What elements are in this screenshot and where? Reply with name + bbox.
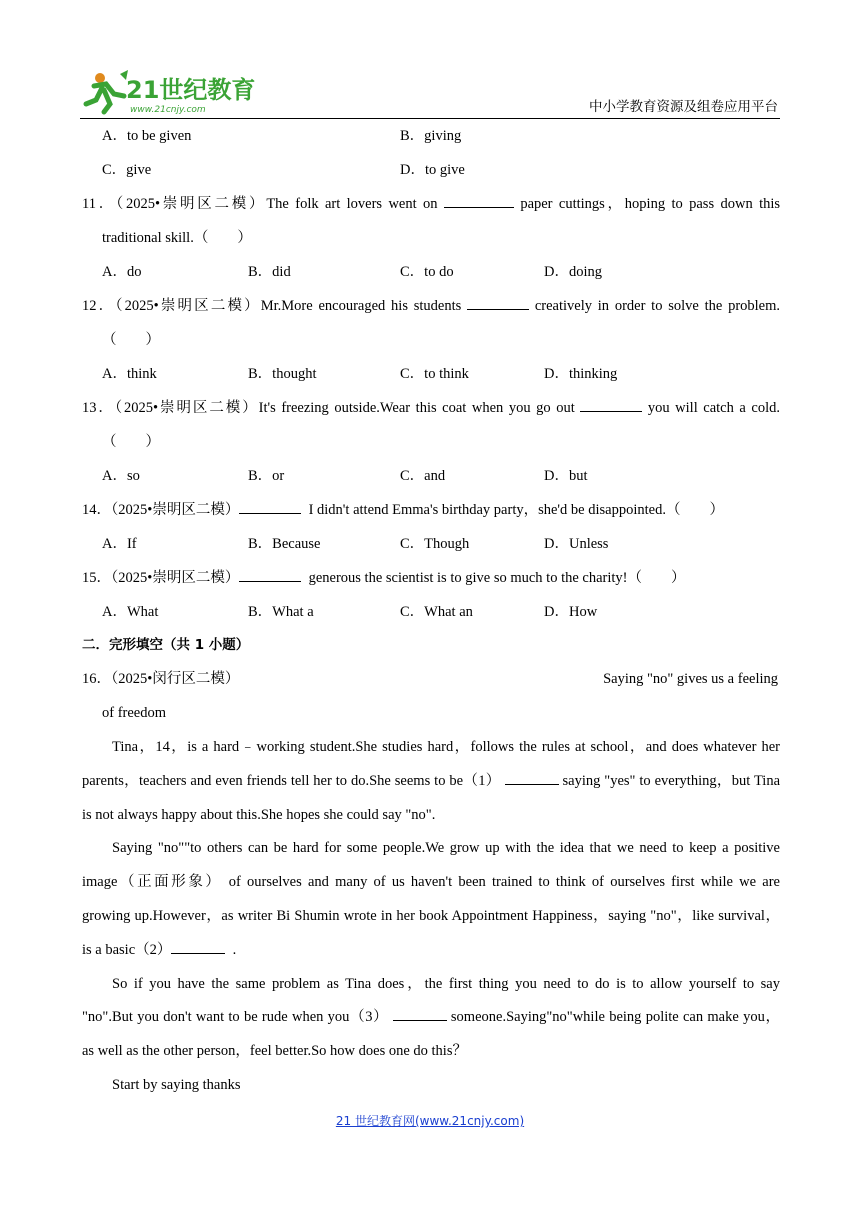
q13-option-a: A．so [102, 468, 140, 484]
passage-p3-line2-post: someone.Saying"no"while being polite can make you， [450, 1009, 781, 1025]
q14-stem-post: I didn't attend Emma's birthday party，she'd be disappointed.（ ） [308, 502, 724, 518]
q14-option-c: C．Though [400, 536, 470, 552]
q13-stem-pre: 13．（2025•崇明区二模）It's freezing outside.Wear this coat when you go out [82, 400, 575, 416]
q13-stem-line2: （ ） [102, 434, 160, 450]
passage-p2-line4-pre: is a basic（2） [82, 942, 172, 958]
q14-option-b: B．Because [248, 536, 321, 552]
q12-blank [467, 297, 529, 310]
q10-option-a: A．to be given [102, 128, 192, 144]
q12-option-b: B．thought [248, 366, 317, 382]
q10-option-d: D．to give [400, 162, 465, 178]
q15-option-a: A．What [102, 604, 159, 620]
q14-blank [239, 501, 301, 514]
q13-blank [580, 399, 642, 412]
q14-stem-pre: 14．（2025•崇明区二模） [82, 502, 240, 518]
q15-option-d: D．How [544, 604, 598, 620]
passage-p1-line3: is not always happy about this.She hopes she could say "no". [82, 807, 436, 823]
logo-runner-icon [80, 66, 260, 116]
q11-option-d: D．doing [544, 264, 602, 280]
passage-subheading: Start by saying thanks [112, 1077, 241, 1093]
q12-option-d: D．thinking [544, 366, 618, 382]
q15-stem-line1 [82, 568, 686, 588]
q15-stem-pre: 15．（2025•崇明区二模） [82, 570, 240, 586]
q13-stem-line1 [82, 398, 780, 418]
logo-subtext: www.21cnjy.com [130, 105, 206, 115]
logo-text: 21世纪教育 [126, 76, 256, 104]
blank-2 [171, 941, 225, 954]
passage-p2-line4-post: . [232, 942, 237, 958]
passage-p1-line2-post: saying "yes" to everything，but Tina [562, 773, 781, 789]
passage-p3-line1: So if you have the same problem as Tina does，the first thing you need to do is to allow yourself to say [112, 976, 780, 992]
q12-stem-line1 [82, 296, 780, 316]
q15-option-c: C．What an [400, 604, 473, 620]
passage-p2-line2: image（正面形象） of ourselves and many of us haven't been trained to think of ourselves first while we are [82, 874, 780, 890]
q10-option-b: B．giving [400, 128, 462, 144]
q11-stem-post: paper cuttings，hoping to pass down this [520, 196, 781, 212]
q11-option-b: B．did [248, 264, 291, 280]
q14-option-a: A．If [102, 536, 137, 552]
passage-p3-line2 [82, 1007, 780, 1027]
q13-option-b: B．or [248, 468, 285, 484]
q13-stem-post: you will catch a cold. [647, 400, 781, 416]
q12-stem-post: creatively in order to solve the problem. [534, 298, 781, 314]
passage-p2-line1: Saying "no""to others can be hard for some people.We grow up with the idea that we need to keep a positive [112, 840, 780, 856]
passage-p3-line3: as well as the other person，feel better.So how does one do this？ [82, 1043, 467, 1059]
q14-option-d: D．Unless [544, 536, 609, 552]
q12-stem-pre: 12．（2025•崇明区二模）Mr.More encouraged his students [82, 298, 462, 314]
q14-stem-line1 [82, 500, 724, 520]
blank-3 [393, 1008, 447, 1021]
blank-1 [505, 772, 559, 785]
passage-p1-line1: Tina，14，is a hard﹣working student.She studies hard，follows the rules at school，and does whatever her [112, 739, 780, 755]
q13-option-d: D．but [544, 468, 588, 484]
q15-option-b: B．What a [248, 604, 314, 620]
q11-stem-line2: traditional skill.（ ） [102, 230, 252, 246]
page-header [80, 66, 780, 119]
q10-option-c: C．give [102, 162, 152, 178]
q16-title-part2: of freedom [102, 705, 167, 721]
platform-name: 中小学教育资源及组卷应用平台 [589, 99, 778, 115]
q11-option-c: C．to do [400, 264, 454, 280]
q11-stem-pre: 11．（2025•崇明区二模）The folk art lovers went on [82, 196, 438, 212]
section-heading: 二．完形填空（共 1 小题） [82, 637, 250, 653]
passage-p2-line4 [82, 940, 236, 960]
q15-stem-post: generous the scientist is to give so much to the charity!（ ） [308, 570, 686, 586]
footer-link[interactable]: 21 世纪教育网(www.21cnjy.com) [335, 1114, 525, 1128]
q11-blank [444, 195, 514, 208]
passage-p1-line2 [82, 771, 780, 791]
passage-p3-line2-pre: "no".But you don't want to be rude when you（3） [82, 1009, 389, 1025]
q12-stem-line2: （ ） [102, 332, 160, 348]
q16-source: 16．（2025•闵行区二模） [82, 671, 240, 687]
page-footer [0, 1112, 860, 1129]
q12-option-c: C．to think [400, 366, 469, 382]
passage-p1-line2-pre: parents，teachers and even friends tell her to do.She seems to be（1） [82, 773, 501, 789]
q12-option-a: A．think [102, 366, 157, 382]
passage-p2-line3: growing up.However，as writer Bi Shumin wrote in her book Appointment Happiness，saying "no"，like survival， [82, 908, 780, 924]
q15-blank [239, 569, 301, 582]
q11-stem-line1 [82, 194, 780, 214]
logo [80, 66, 260, 116]
q13-option-c: C．and [400, 468, 446, 484]
q16-title-part1: Saying "no" gives us a feeling [603, 671, 778, 687]
q11-option-a: A．do [102, 264, 142, 280]
